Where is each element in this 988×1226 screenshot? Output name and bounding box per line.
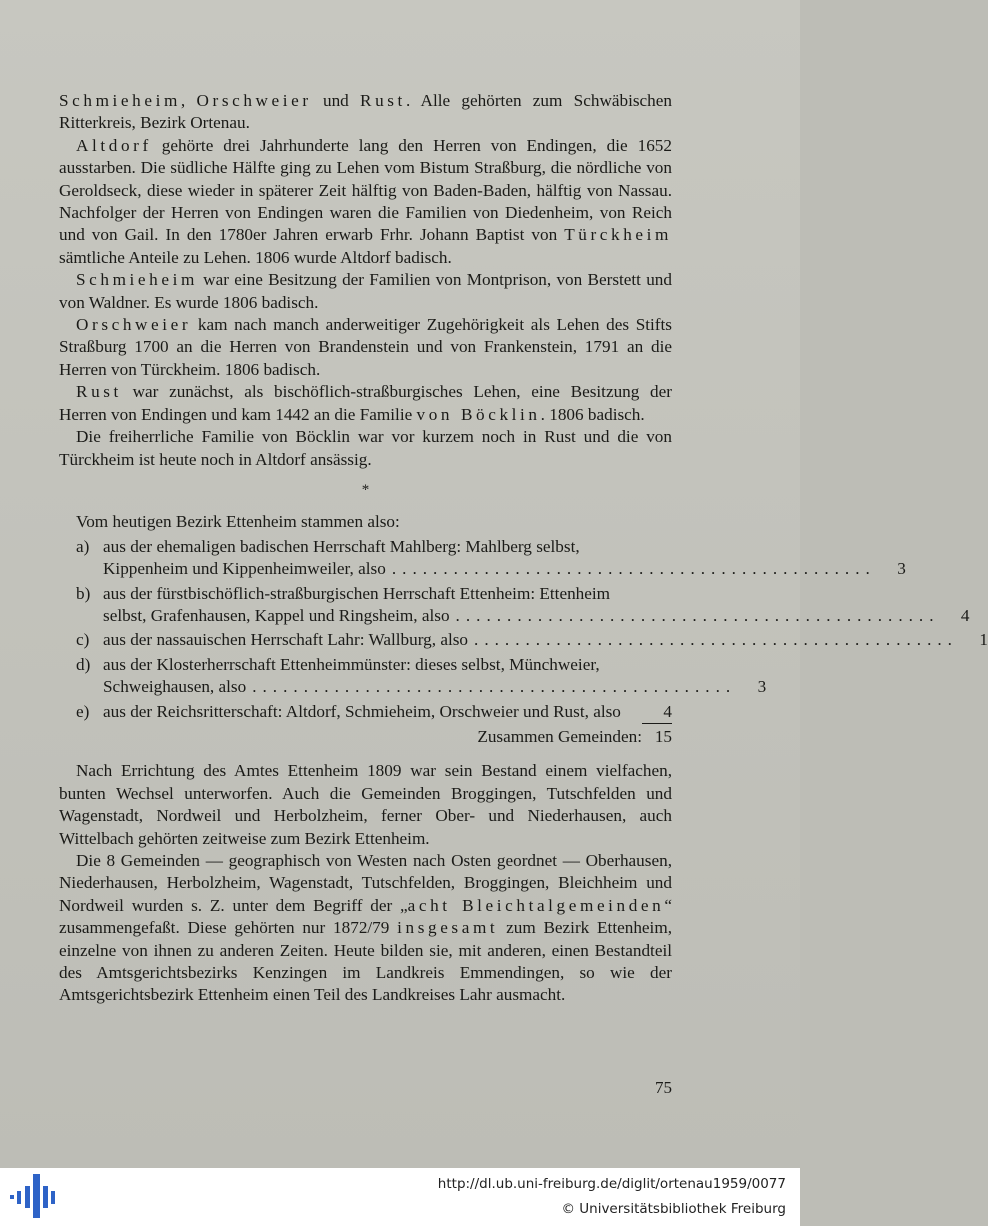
paragraph-text: gehörte drei Jahrhunderte lang den Herren von Endingen, die 1652 ausstarben. Die südliche Hälfte ging zu Lehen vom Bistum Straßburg, die nördliche von Geroldseck, diese wieder in späterer Zeit hälftig von Baden-Baden, hälftig von Nassau. Nachfolger der Herren von Endingen waren die Familien von Diedenheim, von Reich und von Gail. In den 1780er Jahren erwarb Frhr. Johann Baptist von (59, 135, 672, 245)
list-item (59, 629, 988, 651)
leader-dots: ............................................... (455, 605, 940, 625)
list-item-text: Kippenheim und Kippenheimweiler, also (103, 559, 386, 579)
total-label: Zusammen Gemeinden: (477, 726, 642, 746)
paragraph-8 (59, 850, 672, 1007)
spaced-term: insgesamt (397, 918, 499, 938)
paragraph-text: . 1806 badisch. (540, 404, 645, 424)
paragraph-3 (59, 269, 672, 314)
library-footer (0, 1168, 800, 1226)
paragraph-text: “ zusammengefaßt. Diese gehörten nur 1872/79 (59, 895, 672, 938)
municipality-list (59, 511, 988, 748)
list-item (59, 654, 767, 699)
list-item-text: aus der fürstbischöflich-straßburgischen Herrschaft Ettenheim: Ettenheim (103, 583, 611, 603)
paragraph-text: sämtliche Anteile zu Lehen. 1806 wurde Altdorf badisch. (59, 247, 452, 267)
total-value: 15 (654, 726, 672, 746)
leader-dots: ............................................... (252, 677, 737, 697)
paragraph-text: Die 8 Gemeinden — geographisch von Westen nach Osten geordnet — Oberhausen, Niederhausen, Herbolzheim, Wagenstadt, Tutschfelden, Broggingen, Bleichheim und Nordweil wurden s. Z. unter dem Begriff der „ (59, 851, 672, 915)
list-item-label: a) (76, 536, 90, 556)
spaced-name: Altdorf (76, 135, 152, 155)
total-row (59, 726, 672, 748)
list-item-label: e) (76, 701, 90, 721)
paragraph-5 (59, 381, 672, 426)
spaced-name: Orschweier (76, 315, 192, 335)
body-text (59, 90, 988, 1007)
spaced-name: Rust (360, 91, 406, 110)
list-item-text: aus der ehemaligen badischen Herrschaft Mahlberg: Mahlberg selbst, (103, 536, 580, 556)
spaced-name: Schmieheim (76, 270, 198, 290)
spaced-term: acht Bleichtalgemeinden (407, 895, 665, 915)
paragraph-text: zum Bezirk Ettenheim, einzelne von ihnen zu anderen Zeiten. Heute bilden sie, mit anderen, einen Bestandteil des Amtsgerichtsbezirks Kenzingen im Landkreis Emmendingen, so wie der Amtsgerichtsbezirk Ettenheim einen Teil des Landkreises Lahr ausmacht. (59, 918, 672, 1005)
list-item (59, 701, 672, 724)
spaced-name: Türckheim (564, 225, 672, 245)
page-number: 75 (655, 1078, 672, 1097)
list-item-label: d) (76, 654, 91, 674)
spaced-name: Schmieheim (59, 91, 181, 110)
list-item-count: 3 (897, 559, 906, 579)
paragraph-7: Nach Errichtung des Amtes Ettenheim 1809 war sein Bestand einem vielfachen, bunten Wechsel unterworfen. Auch die Gemeinden Broggingen, Tutschfelden und Wagenstadt, Nordweil und Herbolzheim, ferner Ober- und Niederhausen, auch Wittelbach gehörten zeitweise zum Bezirk Ettenheim. (59, 761, 672, 848)
list-item-label: c) (76, 630, 90, 650)
paragraph-2 (59, 135, 672, 269)
spaced-name: Orschweier (196, 91, 312, 110)
paragraph-text: war eine Besitzung der Familien von Montprison, von Berstett und von Waldner. Es wurde 1806 badisch. (59, 270, 672, 312)
list-item-text: aus der Reichsritterschaft: Altdorf, Schmieheim, Orschweier und Rust, also (103, 701, 621, 721)
spaced-name: Rust (76, 382, 122, 402)
paragraph-text: . Alle gehörten zum Schwäbischen Ritterkreis, Bezirk Ortenau. (59, 91, 672, 133)
spaced-name: von Böcklin (416, 404, 541, 424)
paragraph-1: Schmieheim, Orschweier und Rust. Alle gehörten zum Schwäbischen Ritterkreis, Bezirk Ortenau. (59, 91, 672, 133)
list-item-text: selbst, Grafenhausen, Kappel und Ringsheim, also (103, 605, 450, 625)
paragraph-6: Die freiherrliche Familie von Böcklin war vor kurzem noch in Rust und die von Türckheim ist heute noch in Altdorf ansässig. (59, 427, 672, 469)
list-item-count: 1 (979, 630, 988, 650)
list-item-text: aus der Klosterherrschaft Ettenheimmünster: dieses selbst, Münchweier, (103, 654, 600, 674)
list-item-text: Schweighausen, also (103, 677, 247, 697)
leader-dots: ............................................... (474, 630, 958, 650)
leader-dots: ............................................... (391, 559, 876, 579)
list-item-text: aus der nassauischen Herrschaft Lahr: Wallburg, also (103, 630, 469, 650)
list-intro: Vom heutigen Bezirk Ettenheim stammen also: (76, 512, 400, 532)
library-logo-icon (10, 1174, 56, 1218)
paragraph-text: war zunächst, als bischöflich-straßburgisches Lehen, eine Besitzung der Herren von Endingen und kam 1442 an die Familie (59, 382, 672, 424)
list-item-count: 4 (960, 605, 970, 625)
section-separator: * (361, 481, 370, 498)
list-item-count: 3 (757, 677, 767, 697)
paragraph-text: kam nach manch anderweitiger Zugehörigkeit als Lehen des Stifts Straßburg 1700 an die Herren von Brandenstein und von Frankenstein, 1791 an die Herren von Türckheim. 1806 badisch. (59, 315, 672, 379)
copyright-notice: © Universitätsbibliothek Freiburg (561, 1201, 786, 1217)
list-item-label: b) (76, 583, 91, 603)
list-item-count: 4 (642, 701, 672, 724)
list-item (59, 583, 970, 628)
permalink-url[interactable]: http://dl.ub.uni-freiburg.de/diglit/ortenau1959/0077 (437, 1176, 786, 1192)
list-item (59, 536, 906, 581)
paragraph-4 (59, 314, 672, 381)
